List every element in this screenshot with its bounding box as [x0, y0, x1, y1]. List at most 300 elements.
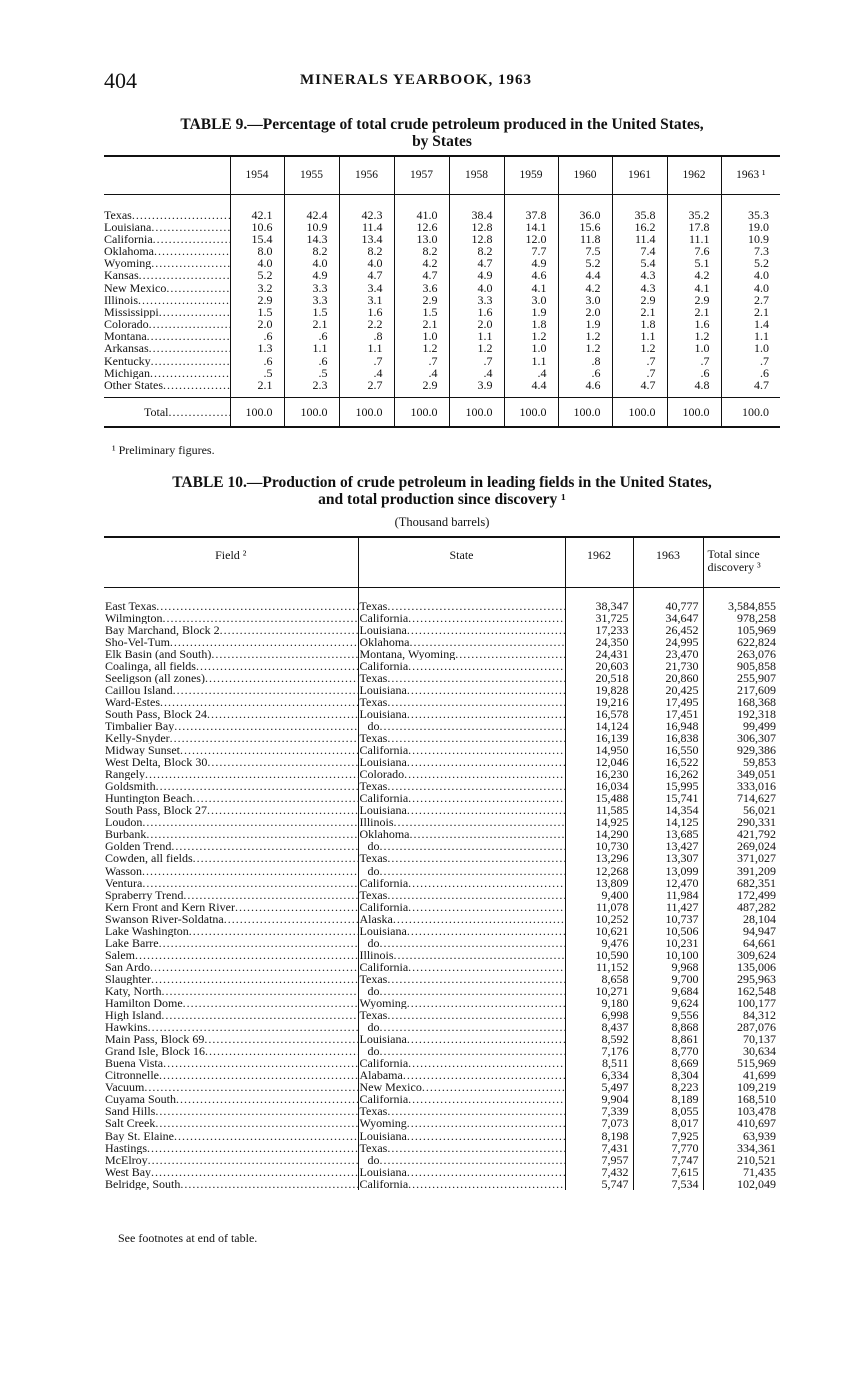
table9-value-cell: 2.2 — [339, 318, 394, 330]
table10-field-cell: Sho-Vel-Tum ..... — [104, 636, 358, 648]
table9-value-cell: 2.7 — [339, 379, 394, 398]
table10-field-cell: High Island ..... — [104, 1009, 358, 1021]
table9-value-cell: 4.9 — [449, 269, 504, 281]
table10-1962-cell: 10,621 — [565, 925, 633, 937]
table9-value-cell: 4.6 — [558, 379, 612, 398]
table9-value-cell: .7 — [449, 355, 504, 367]
table10-1963-cell: 20,425 — [633, 684, 703, 696]
table9-value-cell: .8 — [558, 355, 612, 367]
table9-value-cell: 1.5 — [284, 306, 339, 318]
table10-1962-cell: 10,590 — [565, 949, 633, 961]
table9-value-cell: 8.2 — [339, 245, 394, 257]
table9-total-cell: 100.0 — [612, 397, 667, 427]
table9-state-cell: Arkansas ..... — [104, 342, 230, 354]
table10-1962-cell: 11,585 — [565, 804, 633, 816]
running-head — [104, 68, 780, 96]
table10-1963-cell: 40,777 — [633, 587, 703, 612]
table9-value-cell: 8.2 — [449, 245, 504, 257]
table10-row — [104, 913, 780, 925]
table9-value-cell: 4.4 — [558, 269, 612, 281]
table9-value-cell: 2.7 — [721, 294, 780, 306]
table10-row — [104, 648, 780, 660]
table10-field-cell: Spraberry Trend ..... — [104, 889, 358, 901]
table9-value-cell: .4 — [339, 367, 394, 379]
table10-state-cell: Texas ..... — [358, 780, 565, 792]
table10-total-cell: 334,361 — [703, 1142, 780, 1154]
table10-state-cell: Wyoming ..... — [358, 997, 565, 1009]
table10-field-cell: Rangely ..... — [104, 768, 358, 780]
table9-state-cell: Michigan ..... — [104, 367, 230, 379]
table9-row — [104, 306, 780, 318]
table10-state-cell: Alaska ..... — [358, 913, 565, 925]
table9-state-cell: New Mexico ..... — [104, 281, 230, 293]
table10-field-cell: East Texas ..... — [104, 587, 358, 612]
table10-total-cell: 84,312 — [703, 1009, 780, 1021]
table10-1962-cell: 15,488 — [565, 792, 633, 804]
table9-value-cell: .6 — [230, 330, 284, 342]
table9-total-cell: 100.0 — [394, 397, 449, 427]
table9 — [104, 155, 780, 428]
table9-total-cell: 100.0 — [449, 397, 504, 427]
table10-row — [104, 612, 780, 624]
table10-field-cell: Midway Sunset ..... — [104, 744, 358, 756]
table10-header-1962: 1962 — [565, 537, 633, 587]
table10-row — [104, 901, 780, 913]
table9-value-cell: .7 — [612, 367, 667, 379]
table10-field-cell: San Ardo ..... — [104, 961, 358, 973]
table9-header-year: 1962 — [667, 156, 721, 194]
table10-field-cell: Kern Front and Kern River ..... — [104, 901, 358, 913]
table10-1963-cell: 9,624 — [633, 997, 703, 1009]
table10-state-cell: California ..... — [358, 660, 565, 672]
table9-state-cell: Montana ..... — [104, 330, 230, 342]
table10-body — [104, 587, 780, 1190]
table10-header-total-line1: Total since — [707, 547, 760, 561]
table9-value-cell: 41.0 — [394, 194, 449, 221]
table10-1962-cell: 12,268 — [565, 864, 633, 876]
table9-row — [104, 194, 780, 221]
table9-value-cell: 12.8 — [449, 221, 504, 233]
table9-value-cell: 5.2 — [230, 269, 284, 281]
table9-value-cell: 38.4 — [449, 194, 504, 221]
table10-total-cell: 94,947 — [703, 925, 780, 937]
table9-value-cell: 4.2 — [394, 257, 449, 269]
table9-header-row — [104, 156, 780, 194]
table10-row — [104, 1166, 780, 1178]
table10-1962-cell: 10,252 — [565, 913, 633, 925]
table10-1963-cell: 24,995 — [633, 636, 703, 648]
table9-value-cell: .6 — [284, 355, 339, 367]
table10-1963-cell: 7,615 — [633, 1166, 703, 1178]
table10-total-cell: 162,548 — [703, 985, 780, 997]
table10-field-cell: Seeligson (all zones) ..... — [104, 672, 358, 684]
table10-field-cell: Golden Trend ..... — [104, 840, 358, 852]
table10-state-cell: Oklahoma ..... — [358, 636, 565, 648]
table10-total-cell: 105,969 — [703, 624, 780, 636]
table9-value-cell: 2.9 — [667, 294, 721, 306]
table9-value-cell: 35.8 — [612, 194, 667, 221]
table9-state-cell: Kentucky ..... — [104, 355, 230, 367]
table10-1963-cell: 11,984 — [633, 889, 703, 901]
table10-row — [104, 672, 780, 684]
table10-state-cell: Texas ..... — [358, 1105, 565, 1117]
table9-value-cell: 42.1 — [230, 194, 284, 221]
table9-value-cell: 1.2 — [667, 330, 721, 342]
table10-state-cell: California ..... — [358, 1093, 565, 1105]
table10-1962-cell: 17,233 — [565, 624, 633, 636]
table10-total-cell: 168,510 — [703, 1093, 780, 1105]
table10-field-cell: Buena Vista ..... — [104, 1057, 358, 1069]
table10-state-cell: Colorado ..... — [358, 768, 565, 780]
table10-1963-cell: 20,860 — [633, 672, 703, 684]
table10-row — [104, 937, 780, 949]
table10-total-cell: 978,258 — [703, 612, 780, 624]
table10-1962-cell: 10,271 — [565, 985, 633, 997]
table9-value-cell: .7 — [612, 355, 667, 367]
table10-total-cell: 410,697 — [703, 1117, 780, 1129]
table10-field-cell: Cuyama South ..... — [104, 1093, 358, 1105]
table10-total-cell: 71,435 — [703, 1166, 780, 1178]
table9-row — [104, 379, 780, 398]
table10-row — [104, 864, 780, 876]
table9-value-cell: 4.9 — [284, 269, 339, 281]
table9-value-cell: 1.1 — [504, 355, 558, 367]
table10-field-cell: Bay Marchand, Block 2 ..... — [104, 624, 358, 636]
table9-value-cell: .7 — [339, 355, 394, 367]
table10-field-cell: Goldsmith ..... — [104, 780, 358, 792]
table9-value-cell: .6 — [284, 330, 339, 342]
table9-value-cell: 19.0 — [721, 221, 780, 233]
table9-value-cell: 4.4 — [504, 379, 558, 398]
table10-1962-cell: 16,034 — [565, 780, 633, 792]
table10-state-cell: do ..... — [358, 1045, 565, 1057]
table10-state-cell: Louisiana ..... — [358, 925, 565, 937]
table10-total-cell: 905,858 — [703, 660, 780, 672]
table9-value-cell: 1.0 — [504, 342, 558, 354]
table9-value-cell: .5 — [230, 367, 284, 379]
table9-value-cell: 3.3 — [284, 281, 339, 293]
table9-total-cell: 100.0 — [667, 397, 721, 427]
table9-header-year: 1958 — [449, 156, 504, 194]
table9-value-cell: 1.1 — [284, 342, 339, 354]
table10-field-cell: Hamilton Dome ..... — [104, 997, 358, 1009]
table10-field-cell: Bay St. Elaine ..... — [104, 1130, 358, 1142]
table9-value-cell: 2.1 — [612, 306, 667, 318]
table10-row — [104, 877, 780, 889]
table10-1962-cell: 13,296 — [565, 852, 633, 864]
table10-state-cell: California ..... — [358, 1057, 565, 1069]
table9-value-cell: 2.9 — [394, 294, 449, 306]
table9-value-cell: 5.2 — [558, 257, 612, 269]
table9-value-cell: 17.8 — [667, 221, 721, 233]
table10-1963-cell: 7,925 — [633, 1130, 703, 1142]
table9-row — [104, 281, 780, 293]
table10-1962-cell: 16,139 — [565, 732, 633, 744]
table10-state-cell: Louisiana ..... — [358, 624, 565, 636]
table10-state-cell: Texas ..... — [358, 889, 565, 901]
table9-value-cell: .4 — [504, 367, 558, 379]
table10-1962-cell: 14,950 — [565, 744, 633, 756]
table10-header-field: Field ² — [104, 537, 358, 587]
table10-state-cell: Wyoming ..... — [358, 1117, 565, 1129]
table10-header-total-line2: discovery ³ — [707, 560, 761, 574]
table9-value-cell: 5.2 — [721, 257, 780, 269]
table10-1962-cell: 8,658 — [565, 973, 633, 985]
table10-row — [104, 1154, 780, 1166]
table10-total-cell: 3,584,855 — [703, 587, 780, 612]
table10-total-cell: 349,051 — [703, 768, 780, 780]
table10-total-cell: 109,219 — [703, 1081, 780, 1093]
table10-total-cell: 103,478 — [703, 1105, 780, 1117]
table10-row — [104, 889, 780, 901]
table9-value-cell: 1.2 — [504, 330, 558, 342]
table9-value-cell: .6 — [230, 355, 284, 367]
table9-value-cell: 4.7 — [721, 379, 780, 398]
table9-row — [104, 294, 780, 306]
table9-value-cell: 15.4 — [230, 233, 284, 245]
table9-value-cell: .7 — [394, 355, 449, 367]
table9-value-cell: .5 — [284, 367, 339, 379]
page-number: 404 — [104, 68, 137, 93]
table10-1963-cell: 7,747 — [633, 1154, 703, 1166]
table9-value-cell: 13.0 — [394, 233, 449, 245]
table10-state-cell: Louisiana ..... — [358, 756, 565, 768]
table9-value-cell: 11.1 — [667, 233, 721, 245]
table10-1963-cell: 15,995 — [633, 780, 703, 792]
table10-1962-cell: 14,290 — [565, 828, 633, 840]
table10-field-cell: Huntington Beach ..... — [104, 792, 358, 804]
table10-state-cell: California ..... — [358, 877, 565, 889]
table10-total-cell: 217,609 — [703, 684, 780, 696]
table10-field-cell: Citronnelle ..... — [104, 1069, 358, 1081]
table10-field-cell: Salt Creek ..... — [104, 1117, 358, 1129]
table9-total-cell: 100.0 — [339, 397, 394, 427]
table9-state-cell: Wyoming ..... — [104, 257, 230, 269]
table9-value-cell: 11.8 — [558, 233, 612, 245]
table10-field-cell: Katy, North ..... — [104, 985, 358, 997]
table10-field-cell: Sand Hills ..... — [104, 1105, 358, 1117]
table10-1962-cell: 19,216 — [565, 696, 633, 708]
table10-total-cell: 99,499 — [703, 720, 780, 732]
table9-value-cell: 4.0 — [721, 281, 780, 293]
table9-value-cell: 12.8 — [449, 233, 504, 245]
table10-total-cell: 255,907 — [703, 672, 780, 684]
table9-value-cell: 2.1 — [667, 306, 721, 318]
table10-1962-cell: 5,747 — [565, 1178, 633, 1190]
table10-1963-cell: 8,055 — [633, 1105, 703, 1117]
table10-1963-cell: 10,100 — [633, 949, 703, 961]
table10-header-total — [703, 537, 780, 587]
table9-total-cell: 100.0 — [284, 397, 339, 427]
table9-value-cell: 5.4 — [612, 257, 667, 269]
table9-total-label: Total ..... — [104, 397, 230, 427]
table10-state-cell: Alabama ..... — [358, 1069, 565, 1081]
table9-header-stub — [104, 156, 230, 194]
table10-total-cell: 168,368 — [703, 696, 780, 708]
table9-value-cell: .6 — [558, 367, 612, 379]
table10-row — [104, 925, 780, 937]
table10-state-cell: Texas ..... — [358, 1142, 565, 1154]
table10-state-cell: do ..... — [358, 1154, 565, 1166]
table10-1962-cell: 8,511 — [565, 1057, 633, 1069]
table9-value-cell: .8 — [339, 330, 394, 342]
table9-value-cell: 3.6 — [394, 281, 449, 293]
table9-value-cell: .7 — [667, 355, 721, 367]
table10-1963-cell: 16,838 — [633, 732, 703, 744]
table9-header-year: 1955 — [284, 156, 339, 194]
table9-value-cell: 13.4 — [339, 233, 394, 245]
table10-row — [104, 660, 780, 672]
table10-1963-cell: 13,099 — [633, 864, 703, 876]
table10-1962-cell: 7,957 — [565, 1154, 633, 1166]
table9-value-cell: 8.2 — [394, 245, 449, 257]
table9-value-cell: .7 — [721, 355, 780, 367]
table10-row — [104, 1178, 780, 1190]
table9-value-cell: 7.3 — [721, 245, 780, 257]
table10-1962-cell: 16,230 — [565, 768, 633, 780]
table9-value-cell: 2.9 — [230, 294, 284, 306]
table10-total-cell: 714,627 — [703, 792, 780, 804]
table9-value-cell: 4.7 — [394, 269, 449, 281]
table9-value-cell: 1.2 — [394, 342, 449, 354]
table9-value-cell: 3.3 — [284, 294, 339, 306]
table9-value-cell: 4.0 — [721, 269, 780, 281]
table10-1962-cell: 9,904 — [565, 1093, 633, 1105]
table10-state-cell: Texas ..... — [358, 852, 565, 864]
table10-total-cell: 70,137 — [703, 1033, 780, 1045]
table9-value-cell: 1.3 — [230, 342, 284, 354]
table10-row — [104, 1142, 780, 1154]
table10-1963-cell: 8,868 — [633, 1021, 703, 1033]
table10-unit-note: (Thousand barrels) — [394, 515, 490, 529]
table9-value-cell: 4.8 — [667, 379, 721, 398]
table9-header-year: 1956 — [339, 156, 394, 194]
table10-1963-cell: 13,307 — [633, 852, 703, 864]
table10-1963-cell: 7,770 — [633, 1142, 703, 1154]
table10-total-cell: 929,386 — [703, 744, 780, 756]
table9-value-cell: 35.2 — [667, 194, 721, 221]
table10-1962-cell: 14,124 — [565, 720, 633, 732]
table9-title — [104, 116, 780, 150]
table9-value-cell: 4.1 — [504, 281, 558, 293]
table10-1962-cell: 8,437 — [565, 1021, 633, 1033]
table10-field-cell: Grand Isle, Block 16 ..... — [104, 1045, 358, 1057]
table10-state-cell: Montana, Wyoming ..... — [358, 648, 565, 660]
table10-total-cell: 622,824 — [703, 636, 780, 648]
table9-value-cell: 1.9 — [504, 306, 558, 318]
table10-title-line1: TABLE 10.—Production of crude petroleum in leading fields in the United States, — [172, 474, 712, 491]
table9-value-cell: 3.3 — [449, 294, 504, 306]
table10-state-cell: Texas ..... — [358, 732, 565, 744]
table9-value-cell: 1.8 — [612, 318, 667, 330]
table10 — [104, 536, 780, 1190]
table10-1962-cell: 16,578 — [565, 708, 633, 720]
table10-header-state: State — [358, 537, 565, 587]
table9-value-cell: 4.0 — [230, 257, 284, 269]
table9-footnote: ¹ Preliminary figures. — [112, 443, 215, 457]
table9-row — [104, 330, 780, 342]
table10-1963-cell: 9,556 — [633, 1009, 703, 1021]
table10-state-cell: Louisiana ..... — [358, 804, 565, 816]
table9-header-year: 1954 — [230, 156, 284, 194]
table9-value-cell: 4.6 — [504, 269, 558, 281]
table9-row — [104, 355, 780, 367]
table9-value-cell: 37.8 — [504, 194, 558, 221]
table10-total-cell: 100,177 — [703, 997, 780, 1009]
table9-row — [104, 233, 780, 245]
table10-field-cell: Coalinga, all fields ..... — [104, 660, 358, 672]
table10-state-cell: Louisiana ..... — [358, 1166, 565, 1178]
table9-value-cell: 2.1 — [394, 318, 449, 330]
table10-field-cell: Slaughter ..... — [104, 973, 358, 985]
table10-row — [104, 587, 780, 612]
table10-field-cell: Lake Barre ..... — [104, 937, 358, 949]
table10-field-cell: Hastings ..... — [104, 1142, 358, 1154]
table10-1962-cell: 7,431 — [565, 1142, 633, 1154]
table10-1963-cell: 8,304 — [633, 1069, 703, 1081]
table9-value-cell: 1.5 — [394, 306, 449, 318]
table10-total-cell: 287,076 — [703, 1021, 780, 1033]
table9-header-year: 1959 — [504, 156, 558, 194]
table9-state-cell: Oklahoma ..... — [104, 245, 230, 257]
table9-value-cell: 1.1 — [612, 330, 667, 342]
table10-state-cell: do ..... — [358, 864, 565, 876]
table9-total-row — [104, 397, 780, 427]
table10-state-cell: Texas ..... — [358, 973, 565, 985]
table9-value-cell: 1.6 — [339, 306, 394, 318]
table10-field-cell: Main Pass, Block 69 ..... — [104, 1033, 358, 1045]
table9-value-cell: 1.5 — [230, 306, 284, 318]
table10-1963-cell: 13,427 — [633, 840, 703, 852]
table9-value-cell: 12.6 — [394, 221, 449, 233]
table10-state-cell: Illinois ..... — [358, 816, 565, 828]
table9-value-cell: 1.1 — [721, 330, 780, 342]
table9-value-cell: .6 — [721, 367, 780, 379]
table9-value-cell: 15.6 — [558, 221, 612, 233]
table10-total-cell: 421,792 — [703, 828, 780, 840]
table10-1963-cell: 9,968 — [633, 961, 703, 973]
table10-1962-cell: 24,350 — [565, 636, 633, 648]
table9-value-cell: 1.0 — [394, 330, 449, 342]
table10-1963-cell: 10,231 — [633, 937, 703, 949]
table9-value-cell: 14.3 — [284, 233, 339, 245]
table9-value-cell: 1.1 — [339, 342, 394, 354]
table10-field-cell: Wilmington ..... — [104, 612, 358, 624]
table9-state-cell: Illinois ..... — [104, 294, 230, 306]
table10-state-cell: Texas ..... — [358, 587, 565, 612]
table9-row — [104, 245, 780, 257]
table10-state-cell: Louisiana ..... — [358, 684, 565, 696]
table10-1962-cell: 5,497 — [565, 1081, 633, 1093]
table10-total-cell: 192,318 — [703, 708, 780, 720]
table9-value-cell: 10.6 — [230, 221, 284, 233]
table9-value-cell: 4.0 — [284, 257, 339, 269]
table10-1962-cell: 9,476 — [565, 937, 633, 949]
table9-total-cell: 100.0 — [230, 397, 284, 427]
table9-state-cell: Texas ..... — [104, 194, 230, 221]
table10-1963-cell: 11,427 — [633, 901, 703, 913]
table10-total-cell: 391,209 — [703, 864, 780, 876]
table10-field-cell: McElroy ..... — [104, 1154, 358, 1166]
table10-1962-cell: 8,198 — [565, 1130, 633, 1142]
table10-field-cell: Timbalier Bay ..... — [104, 720, 358, 732]
table10-1963-cell: 16,262 — [633, 768, 703, 780]
table10-1962-cell: 8,592 — [565, 1033, 633, 1045]
table10-1962-cell: 7,432 — [565, 1166, 633, 1178]
table10-1963-cell: 8,189 — [633, 1093, 703, 1105]
table10-1962-cell: 11,152 — [565, 961, 633, 973]
table9-value-cell: 3.1 — [339, 294, 394, 306]
